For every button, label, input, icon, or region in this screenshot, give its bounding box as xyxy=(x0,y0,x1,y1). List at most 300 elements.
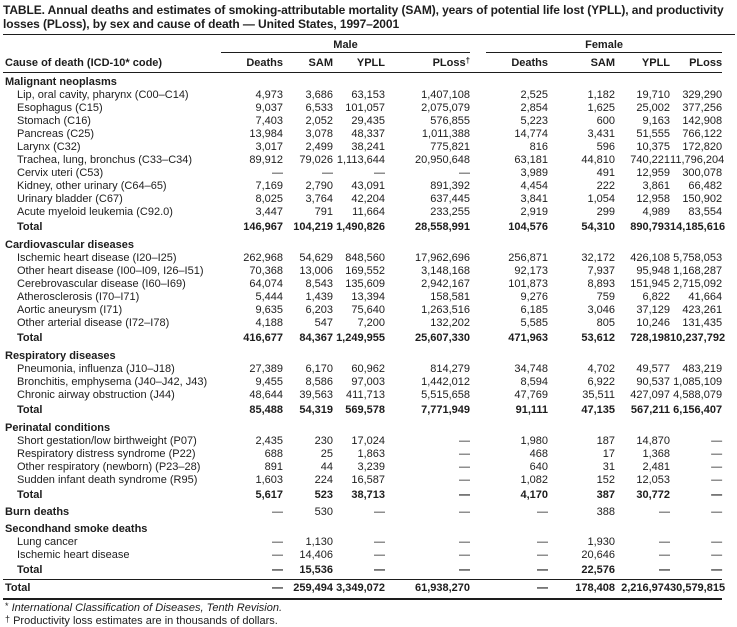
cell-value: 142,908 xyxy=(670,115,722,128)
cell-value: 3,989 xyxy=(486,167,548,180)
group-header-row xyxy=(3,35,722,53)
cell-value: 22,576 xyxy=(548,562,615,580)
column-spacer xyxy=(470,128,486,141)
row-label: Esophagus (C15) xyxy=(3,102,221,115)
cell-value: 79,026 xyxy=(283,154,333,167)
row-label: Total xyxy=(3,562,221,580)
cell-value: 740,221 xyxy=(615,154,670,167)
row-label: Ischemic heart disease (I20–I25) xyxy=(3,252,221,265)
table-row xyxy=(3,219,722,236)
cell-value: 1,249,955 xyxy=(333,330,385,347)
cell-value: 1,168,287 xyxy=(670,265,722,278)
cell-value: 3,764 xyxy=(283,193,333,206)
cell-value: 38,241 xyxy=(333,141,385,154)
cell-value: 39,563 xyxy=(283,389,333,402)
row-label: Bronchitis, emphysema (J40–J42, J43) xyxy=(3,376,221,389)
cell-value: 3,349,072 xyxy=(333,580,385,600)
cell-value: 1,130 xyxy=(283,536,333,549)
column-spacer xyxy=(470,580,486,600)
cell-value: 1,980 xyxy=(486,435,548,448)
row-label: Burn deaths xyxy=(3,504,221,520)
cell-value: 28,558,991 xyxy=(385,219,470,236)
row-label: Cerebrovascular disease (I60–I69) xyxy=(3,278,221,291)
cell-value: 637,445 xyxy=(385,193,470,206)
cell-value: 4,588,079 xyxy=(670,389,722,402)
cell-value: 41,664 xyxy=(670,291,722,304)
cell-value: 25,607,330 xyxy=(385,330,470,347)
table-row xyxy=(3,389,722,402)
cell-value: 135,609 xyxy=(333,278,385,291)
male-ploss-header xyxy=(385,53,470,73)
cell-value: 791 xyxy=(283,206,333,219)
cell-value: 4,454 xyxy=(486,180,548,193)
table-row xyxy=(3,278,722,291)
table-row xyxy=(3,474,722,487)
table-header xyxy=(3,35,722,73)
column-spacer xyxy=(470,219,486,236)
cell-value: 132,202 xyxy=(385,317,470,330)
table-row xyxy=(3,265,722,278)
row-label: Malignant neoplasms xyxy=(3,73,722,90)
cell-value: 3,861 xyxy=(615,180,670,193)
cell-value: 6,156,407 xyxy=(670,402,722,419)
cell-value: 95,948 xyxy=(615,265,670,278)
cell-value: 2,481 xyxy=(615,461,670,474)
row-label: Urinary bladder (C67) xyxy=(3,193,221,206)
cell-value: 63,153 xyxy=(333,89,385,102)
cell-value: 25 xyxy=(283,448,333,461)
table-row xyxy=(3,330,722,347)
cell-value: 20,646 xyxy=(548,549,615,562)
cell-value: 416,677 xyxy=(221,330,283,347)
cell-value: 3,078 xyxy=(283,128,333,141)
cell-value: 491 xyxy=(548,167,615,180)
table-row xyxy=(3,154,722,167)
cell-value: 27,389 xyxy=(221,363,283,376)
row-label: Cardiovascular diseases xyxy=(3,236,722,252)
cell-value: 10,246 xyxy=(615,317,670,330)
cell-value: 31 xyxy=(548,461,615,474)
table-row xyxy=(3,167,722,180)
cell-value: 16,587 xyxy=(333,474,385,487)
cell-value: 54,629 xyxy=(283,252,333,265)
table-row xyxy=(3,252,722,265)
cell-value: — xyxy=(385,461,470,474)
cell-value: 7,200 xyxy=(333,317,385,330)
cell-value: 10,237,792 xyxy=(670,330,722,347)
cell-value: 14,870 xyxy=(615,435,670,448)
cell-value: 2,499 xyxy=(283,141,333,154)
male-ypll-header: YPLL xyxy=(333,53,385,73)
cell-value: — xyxy=(670,536,722,549)
cell-value: — xyxy=(615,549,670,562)
cell-value: — xyxy=(615,562,670,580)
column-spacer xyxy=(470,193,486,206)
column-header-row xyxy=(3,53,722,73)
cell-value: 259,494 xyxy=(283,580,333,600)
cell-value: 569,578 xyxy=(333,402,385,419)
cell-value: 600 xyxy=(548,115,615,128)
cell-value: 329,290 xyxy=(670,89,722,102)
cell-value: — xyxy=(385,549,470,562)
cell-value: 3,017 xyxy=(221,141,283,154)
cell-value: 567,211 xyxy=(615,402,670,419)
column-spacer xyxy=(470,53,486,73)
cell-value: 6,533 xyxy=(283,102,333,115)
cell-value: 83,554 xyxy=(670,206,722,219)
column-spacer xyxy=(470,102,486,115)
cell-value: 596 xyxy=(548,141,615,154)
cell-value: 13,394 xyxy=(333,291,385,304)
cell-value: 12,959 xyxy=(615,167,670,180)
cell-value: 4,973 xyxy=(221,89,283,102)
cell-value: 150,902 xyxy=(670,193,722,206)
cell-value: 64,074 xyxy=(221,278,283,291)
cell-value: 423,261 xyxy=(670,304,722,317)
cell-value: 688 xyxy=(221,448,283,461)
cell-value: 91,111 xyxy=(486,402,548,419)
cell-value: 70,368 xyxy=(221,265,283,278)
cell-value: 158,581 xyxy=(385,291,470,304)
cell-value: 427,097 xyxy=(615,389,670,402)
cell-value: 85,488 xyxy=(221,402,283,419)
cell-value: 34,748 xyxy=(486,363,548,376)
table-row xyxy=(3,304,722,317)
cell-value: 9,635 xyxy=(221,304,283,317)
cell-value: 8,893 xyxy=(548,278,615,291)
row-label: Short gestation/low birthweight (P07) xyxy=(3,435,221,448)
cell-value: 547 xyxy=(283,317,333,330)
cell-value: — xyxy=(670,504,722,520)
cell-value: 30,579,815 xyxy=(670,580,722,600)
cell-value: 8,586 xyxy=(283,376,333,389)
cell-value: — xyxy=(670,448,722,461)
row-label: Chronic airway obstruction (J44) xyxy=(3,389,221,402)
cell-value: 151,945 xyxy=(615,278,670,291)
row-label: Acute myeloid leukemia (C92.0) xyxy=(3,206,221,219)
cell-value: 3,148,168 xyxy=(385,265,470,278)
mortality-table xyxy=(3,35,722,600)
dagger-marker: † xyxy=(5,614,10,624)
cell-value: 1,490,826 xyxy=(333,219,385,236)
cell-value: 468 xyxy=(486,448,548,461)
row-label: Other arterial disease (I72–I78) xyxy=(3,317,221,330)
cell-value: 12,958 xyxy=(615,193,670,206)
table-body xyxy=(3,73,722,600)
table-row xyxy=(3,115,722,128)
cell-value: 1,442,012 xyxy=(385,376,470,389)
cell-value: 104,219 xyxy=(283,219,333,236)
cell-value: 17 xyxy=(548,448,615,461)
table-row xyxy=(3,562,722,580)
table-row xyxy=(3,180,722,193)
cell-value: 262,968 xyxy=(221,252,283,265)
column-spacer xyxy=(470,330,486,347)
cell-value: 4,989 xyxy=(615,206,670,219)
table-row xyxy=(3,461,722,474)
column-spacer xyxy=(470,536,486,549)
cell-value: 1,407,108 xyxy=(385,89,470,102)
cell-value: 10,375 xyxy=(615,141,670,154)
cell-value: — xyxy=(385,504,470,520)
row-label: Ischemic heart disease xyxy=(3,549,221,562)
cell-value: 640 xyxy=(486,461,548,474)
cell-value: 47,135 xyxy=(548,402,615,419)
cell-value: 48,644 xyxy=(221,389,283,402)
cell-value: — xyxy=(615,536,670,549)
column-spacer xyxy=(470,252,486,265)
cell-value: — xyxy=(333,504,385,520)
column-spacer xyxy=(470,291,486,304)
cell-value: 5,444 xyxy=(221,291,283,304)
cell-value: 426,108 xyxy=(615,252,670,265)
cell-value: 30,772 xyxy=(615,487,670,504)
table-row xyxy=(3,435,722,448)
cell-value: — xyxy=(283,167,333,180)
footnote-icd xyxy=(5,602,735,615)
row-label: Total xyxy=(3,402,221,419)
cell-value: — xyxy=(385,167,470,180)
cell-value: 19,710 xyxy=(615,89,670,102)
cell-value: 101,057 xyxy=(333,102,385,115)
cell-value: 759 xyxy=(548,291,615,304)
table-row xyxy=(3,580,722,600)
cell-value: — xyxy=(615,504,670,520)
cell-value: — xyxy=(486,549,548,562)
cell-value: 848,560 xyxy=(333,252,385,265)
cell-value: 75,640 xyxy=(333,304,385,317)
table-title: TABLE. Annual deaths and estimates of smoking-attributable mortality (SAM), years of potential life lost (YPLL), and productivity losses (PLoss), by sex and cause of death — United States, 1997–2001 xyxy=(3,3,735,35)
cell-value: 3,447 xyxy=(221,206,283,219)
cell-value: 5,515,658 xyxy=(385,389,470,402)
cell-value: 11,664 xyxy=(333,206,385,219)
female-deaths-header: Deaths xyxy=(486,53,548,73)
row-label: Kidney, other urinary (C64–65) xyxy=(3,180,221,193)
cell-value: — xyxy=(221,562,283,580)
cell-value: 172,820 xyxy=(670,141,722,154)
cell-value: 54,319 xyxy=(283,402,333,419)
cell-value: — xyxy=(670,461,722,474)
cell-value: 3,431 xyxy=(548,128,615,141)
cell-value: 43,091 xyxy=(333,180,385,193)
female-ploss-header: PLoss xyxy=(670,53,722,73)
cell-value: — xyxy=(385,448,470,461)
cell-value: 3,239 xyxy=(333,461,385,474)
table-row xyxy=(3,448,722,461)
cell-value: 2,715,092 xyxy=(670,278,722,291)
cell-value: 104,576 xyxy=(486,219,548,236)
table-row xyxy=(3,141,722,154)
cell-value: — xyxy=(333,562,385,580)
cell-value: 152 xyxy=(548,474,615,487)
column-spacer xyxy=(470,167,486,180)
cell-value: 1,054 xyxy=(548,193,615,206)
cell-value: 9,037 xyxy=(221,102,283,115)
cell-value: 1,603 xyxy=(221,474,283,487)
cell-value: 187 xyxy=(548,435,615,448)
cell-value: 61,938,270 xyxy=(385,580,470,600)
cell-value: 530 xyxy=(283,504,333,520)
cell-value: 1,439 xyxy=(283,291,333,304)
table-row xyxy=(3,549,722,562)
row-label: Lip, oral cavity, pharynx (C00–C14) xyxy=(3,89,221,102)
column-spacer xyxy=(470,549,486,562)
cell-value: 483,219 xyxy=(670,363,722,376)
cell-value: 42,204 xyxy=(333,193,385,206)
cell-value: 8,543 xyxy=(283,278,333,291)
cell-value: 775,821 xyxy=(385,141,470,154)
cell-value: 4,170 xyxy=(486,487,548,504)
cell-value: 388 xyxy=(548,504,615,520)
cell-value: 13,984 xyxy=(221,128,283,141)
cell-value: 49,577 xyxy=(615,363,670,376)
row-label: Total xyxy=(3,487,221,504)
cell-value: 32,172 xyxy=(548,252,615,265)
cell-value: 169,552 xyxy=(333,265,385,278)
cell-value: 178,408 xyxy=(548,580,615,600)
cell-value: 2,216,974 xyxy=(615,580,670,600)
row-label: Aortic aneurysm (I71) xyxy=(3,304,221,317)
cell-value: 1,625 xyxy=(548,102,615,115)
cell-value: 816 xyxy=(486,141,548,154)
cell-value: 53,612 xyxy=(548,330,615,347)
cell-value: 8,025 xyxy=(221,193,283,206)
cell-value: 299 xyxy=(548,206,615,219)
table-row xyxy=(3,206,722,219)
cell-value: — xyxy=(333,167,385,180)
cell-value: 7,937 xyxy=(548,265,615,278)
male-ploss-label: PLoss xyxy=(433,57,466,69)
column-spacer xyxy=(470,180,486,193)
column-spacer xyxy=(470,562,486,580)
cell-value: 7,403 xyxy=(221,115,283,128)
table-row xyxy=(3,102,722,115)
cell-value: 5,585 xyxy=(486,317,548,330)
row-label: Total xyxy=(3,219,221,236)
cell-value: 411,713 xyxy=(333,389,385,402)
cell-value: — xyxy=(670,487,722,504)
cell-value: 1,085,109 xyxy=(670,376,722,389)
cell-value: — xyxy=(670,474,722,487)
cell-value: 15,536 xyxy=(283,562,333,580)
cell-value: 471,963 xyxy=(486,330,548,347)
cell-value: 1,368 xyxy=(615,448,670,461)
footnote-text: International Classification of Diseases, Tenth Revision. xyxy=(12,602,282,614)
table-row xyxy=(3,376,722,389)
cell-value: 2,854 xyxy=(486,102,548,115)
column-spacer xyxy=(470,35,486,53)
cell-value: 2,435 xyxy=(221,435,283,448)
column-spacer xyxy=(470,487,486,504)
cell-value: 4,188 xyxy=(221,317,283,330)
cell-value: — xyxy=(385,487,470,504)
column-spacer xyxy=(470,376,486,389)
table-row xyxy=(3,536,722,549)
cell-value: 891 xyxy=(221,461,283,474)
row-label: Total xyxy=(3,330,221,347)
cell-value: 387 xyxy=(548,487,615,504)
table-row xyxy=(3,520,722,536)
cell-value: 890,793 xyxy=(615,219,670,236)
asterisk-marker: * xyxy=(5,601,9,611)
cell-value: 1,113,644 xyxy=(333,154,385,167)
table-row xyxy=(3,236,722,252)
cell-value: 805 xyxy=(548,317,615,330)
row-label: Atherosclerosis (I70–I71) xyxy=(3,291,221,304)
cell-value: 146,967 xyxy=(221,219,283,236)
footnotes xyxy=(3,602,735,627)
cell-value: — xyxy=(670,435,722,448)
cell-value: 54,310 xyxy=(548,219,615,236)
cell-value: 84,367 xyxy=(283,330,333,347)
cell-value: 12,053 xyxy=(615,474,670,487)
row-label: Other heart disease (I00–I09, I26–I51) xyxy=(3,265,221,278)
cell-value: 1,263,516 xyxy=(385,304,470,317)
cell-value: 1,863 xyxy=(333,448,385,461)
cell-value: 256,871 xyxy=(486,252,548,265)
cell-value: 6,822 xyxy=(615,291,670,304)
row-label: Sudden infant death syndrome (R95) xyxy=(3,474,221,487)
column-spacer xyxy=(470,317,486,330)
column-spacer xyxy=(470,474,486,487)
column-spacer xyxy=(470,115,486,128)
female-ypll-header: YPLL xyxy=(615,53,670,73)
cell-value: 44,810 xyxy=(548,154,615,167)
cell-value: 6,170 xyxy=(283,363,333,376)
cell-value: 11,796,204 xyxy=(670,154,722,167)
female-sam-header: SAM xyxy=(548,53,615,73)
footnote-text: Productivity loss estimates are in thousands of dollars. xyxy=(13,615,278,627)
cell-value: 14,774 xyxy=(486,128,548,141)
cause-column-header: Cause of death (ICD-10* code) xyxy=(3,53,221,73)
row-label: Total xyxy=(3,580,221,600)
dagger-marker: † xyxy=(466,56,470,65)
cell-value: 1,082 xyxy=(486,474,548,487)
cell-value: 17,962,696 xyxy=(385,252,470,265)
cell-value: 101,873 xyxy=(486,278,548,291)
column-spacer xyxy=(470,504,486,520)
table-row xyxy=(3,89,722,102)
cell-value: 6,203 xyxy=(283,304,333,317)
table-row xyxy=(3,317,722,330)
column-spacer xyxy=(470,206,486,219)
column-spacer xyxy=(470,435,486,448)
cell-value: — xyxy=(333,536,385,549)
row-label: Pancreas (C25) xyxy=(3,128,221,141)
cell-value: 3,046 xyxy=(548,304,615,317)
cell-value: 300,078 xyxy=(670,167,722,180)
cell-value: — xyxy=(221,167,283,180)
column-spacer xyxy=(470,141,486,154)
cell-value: 9,455 xyxy=(221,376,283,389)
cell-value: 63,181 xyxy=(486,154,548,167)
column-spacer xyxy=(470,265,486,278)
cell-value: 6,922 xyxy=(548,376,615,389)
table-row xyxy=(3,402,722,419)
cell-value: 14,406 xyxy=(283,549,333,562)
row-label: Trachea, lung, bronchus (C33–C34) xyxy=(3,154,221,167)
cell-value: 3,841 xyxy=(486,193,548,206)
cell-value: — xyxy=(385,562,470,580)
cell-value: — xyxy=(670,562,722,580)
cell-value: 224 xyxy=(283,474,333,487)
cell-value: — xyxy=(385,474,470,487)
row-label: Secondhand smoke deaths xyxy=(3,520,722,536)
cell-value: — xyxy=(486,504,548,520)
cell-value: 2,075,079 xyxy=(385,102,470,115)
cell-value: 5,223 xyxy=(486,115,548,128)
cell-value: 233,255 xyxy=(385,206,470,219)
